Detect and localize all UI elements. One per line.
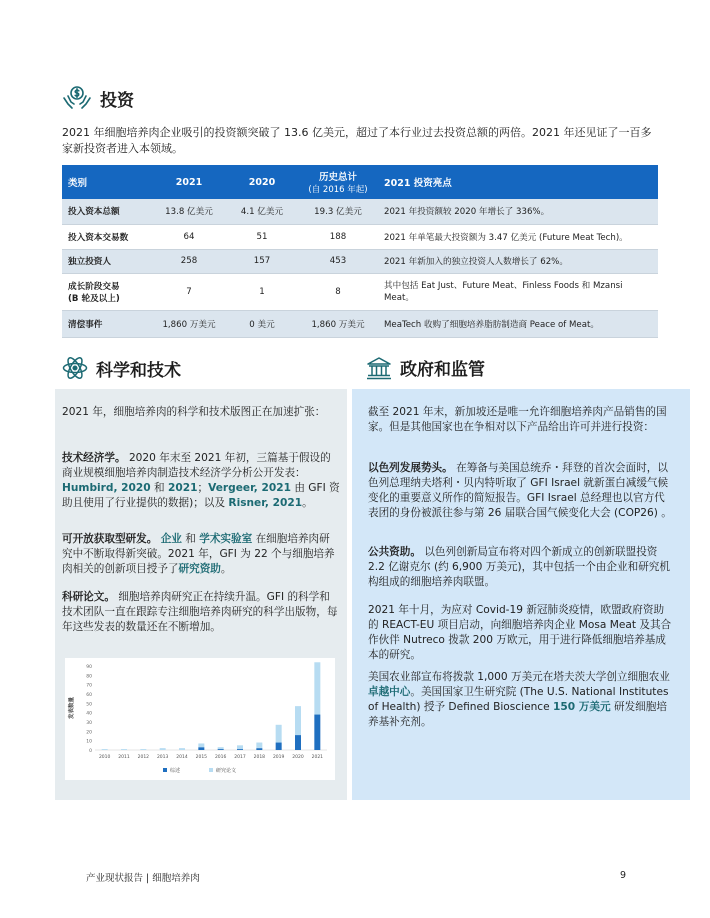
science-p3 bbox=[62, 590, 340, 635]
legend-swatch-research bbox=[209, 768, 213, 772]
humbird-2020-link[interactable]: Humbird, 2020 bbox=[62, 482, 151, 494]
row-2020: 157 bbox=[226, 249, 298, 273]
y-tick-label: 30 bbox=[86, 721, 92, 726]
companies-link[interactable]: 企业 bbox=[160, 533, 182, 545]
science-p3-lead: 科研论文。 bbox=[62, 591, 115, 603]
government-panel bbox=[352, 389, 690, 800]
government-p2-lead: 公共资助。 bbox=[368, 546, 421, 558]
row-category bbox=[62, 273, 152, 310]
investment-title: 投资 bbox=[100, 90, 134, 111]
science-p2-end: 。 bbox=[220, 563, 232, 575]
col-header-highlights: 2021 投资亮点 bbox=[378, 165, 658, 199]
y-tick-label: 10 bbox=[86, 739, 92, 745]
government-p4-text2: 。美国国家卫生研究院 (The U.S. National Institutes of Health) 授予 Defined Bioscience bbox=[368, 686, 669, 713]
center-of-excellence-link[interactable]: 卓越中心 bbox=[368, 686, 411, 698]
publications-chart bbox=[65, 658, 335, 780]
bar-review-2018 bbox=[256, 748, 262, 750]
bar-review-2016 bbox=[218, 749, 224, 750]
science-p2-and: 和 bbox=[185, 533, 196, 545]
science-title: 科学和技术 bbox=[96, 360, 181, 381]
bar-research-2014 bbox=[179, 748, 185, 750]
col-header-category: 类别 bbox=[62, 165, 152, 199]
government-p1 bbox=[368, 461, 673, 521]
government-p1-lead: 以色列发展势头。 bbox=[368, 462, 453, 474]
col-header-2020: 2020 bbox=[226, 165, 298, 199]
row-2021: 64 bbox=[152, 224, 226, 249]
government-header bbox=[366, 355, 485, 380]
risner-2021-link[interactable]: Risner, 2021 bbox=[228, 497, 303, 509]
y-tick-label: 0 bbox=[89, 749, 92, 754]
bar-research-2020 bbox=[295, 706, 301, 735]
bar-research-2018 bbox=[256, 743, 262, 749]
y-tick-label: 50 bbox=[86, 702, 92, 708]
science-p1-lead: 技术经济学。 bbox=[62, 452, 126, 464]
science-p1-text2: 由 GFI 资助且使用了行业提供的数据)；以及 bbox=[62, 482, 340, 509]
bar-research-2019 bbox=[276, 725, 282, 743]
row-total: 19.3 亿美元 bbox=[298, 199, 378, 224]
legend-swatch-review bbox=[163, 768, 167, 772]
science-p1-end: 。 bbox=[302, 497, 313, 509]
nih-grant-link[interactable]: 150 万美元 bbox=[553, 701, 611, 713]
government-p2-text: 以色列创新局宣布将对四个新成立的创新联盟投资 2.2 亿谢克尔 (约 6,900 万美元)，其中包括一个由企业和研究机构组成的细胞培养肉联盟。 bbox=[368, 546, 670, 588]
government-title: 政府和监管 bbox=[400, 360, 485, 380]
government-p4 bbox=[368, 670, 673, 730]
bar-review-2015 bbox=[198, 747, 204, 750]
x-tick-label: 2013 bbox=[156, 755, 169, 760]
row-2020: 51 bbox=[226, 224, 298, 249]
row-2020: 1 bbox=[226, 273, 298, 310]
x-tick-label: 2015 bbox=[195, 755, 208, 760]
legend-label-review: 综述 bbox=[170, 768, 181, 774]
investment-table-wrap bbox=[62, 165, 658, 338]
table-row bbox=[62, 224, 658, 249]
y-axis-label: 发表数量 bbox=[69, 696, 75, 720]
x-tick-label: 2021 bbox=[311, 755, 324, 760]
bar-review-2017 bbox=[237, 749, 243, 750]
row-2021: 258 bbox=[152, 249, 226, 273]
row-highlight: 2021 年新加入的独立投资人人数增长了 62%。 bbox=[378, 249, 658, 273]
x-tick-label: 2011 bbox=[118, 755, 130, 760]
row-highlight: MeaTech 收购了细胞培养脂肪制造商 Peace of Meat。 bbox=[378, 310, 658, 337]
table-row bbox=[62, 249, 658, 273]
science-p1-sep: ； bbox=[197, 482, 209, 494]
y-tick-label: 90 bbox=[86, 665, 92, 670]
science-p2 bbox=[62, 532, 340, 577]
humbird-2021-link[interactable]: 2021 bbox=[168, 482, 198, 494]
x-tick-label: 2019 bbox=[272, 755, 285, 760]
table-row bbox=[62, 273, 658, 310]
x-tick-label: 2017 bbox=[234, 755, 246, 760]
government-intro: 截至 2021 年末，新加坡还是唯一允许细胞培养肉产品销售的国家。但是其他国家也在争相对以下产品给出许可并进行投资： bbox=[368, 406, 667, 433]
y-tick-label: 40 bbox=[86, 711, 92, 717]
page-number: 9 bbox=[620, 870, 627, 881]
bar-review-2020 bbox=[295, 735, 301, 750]
hands-dollar-icon bbox=[62, 84, 92, 112]
row-highlight: 2021 年投资额较 2020 年增长了 336%。 bbox=[378, 199, 658, 224]
government-p1-text: 在筹备与美国总统乔・拜登的首次会面时，以色列总理纳夫塔利・贝内特听取了 GFI Israel 就新蛋白减缓气候变化的重要意义所作的简短报告。GFI Israel 总经理也以官方代表团的身份被派往参与第 26 届联合国气候变化大会 (COP26) 。 bbox=[368, 462, 672, 519]
x-tick-label: 2014 bbox=[176, 755, 188, 760]
row-highlight: 2021 年单笔最大投资额为 3.47 亿美元 (Future Meat Tech)。 bbox=[378, 224, 658, 249]
legend-label-research: 研究论文 bbox=[216, 768, 237, 774]
bar-review-2021 bbox=[314, 715, 320, 750]
government-p4-text3: 研发细胞培养基补充剂。 bbox=[368, 701, 667, 728]
bar-research-2016 bbox=[218, 747, 224, 749]
science-p1-and: 和 bbox=[154, 482, 165, 494]
row-category: 独立投资人 bbox=[62, 249, 152, 273]
bar-research-2011 bbox=[121, 749, 127, 750]
vergeer-2021-link[interactable]: Vergeer, 2021 bbox=[208, 482, 291, 494]
investment-header bbox=[62, 84, 134, 112]
row-category: 投入资本交易数 bbox=[62, 224, 152, 249]
row-category: 清偿事件 bbox=[62, 310, 152, 337]
bar-review-2019 bbox=[276, 743, 282, 750]
government-p3: 2021 年十月，为应对 Covid-19 新冠肺炎疫情，欧盟政府资助的 REACT-EU 项目启动，向细胞培养肉企业 Mosa Meat 及其合作伙伴 Nutreco 拨款 200 万欧元，用于进行降低细胞培养基成本的研究。 bbox=[368, 604, 672, 661]
row-2021: 13.8 亿美元 bbox=[152, 199, 226, 224]
investment-intro: 2021 年细胞培养肉企业吸引的投资额突破了 13.6 亿美元，超过了本行业过去投资总额的两倍。2021 年还见证了一百多家新投资者进入本领域。 bbox=[62, 126, 652, 155]
row-total: 453 bbox=[298, 249, 378, 273]
science-p2-text: 在细胞培养肉研究中不断取得新突破。2021 年，GFI 为 22 个与细胞培养肉相关的创新项目授予了 bbox=[62, 533, 335, 575]
science-header bbox=[62, 355, 181, 381]
bar-research-2021 bbox=[314, 662, 320, 714]
row-2020: 4.1 亿美元 bbox=[226, 199, 298, 224]
bar-research-2013 bbox=[160, 748, 166, 750]
col-header-total-sub: (自 2016 年起) bbox=[308, 185, 368, 195]
table-row bbox=[62, 199, 658, 224]
publications-chart-svg bbox=[65, 658, 335, 780]
science-p1 bbox=[62, 451, 340, 511]
investment-table bbox=[62, 165, 658, 338]
government-p4-text1: 美国农业部宣布将拨款 1,000 万美元在塔夫茨大学创立细胞农业 bbox=[368, 671, 670, 683]
x-tick-label: 2012 bbox=[137, 755, 150, 760]
row-2021: 1,860 万美元 bbox=[152, 310, 226, 337]
academic-labs-link[interactable]: 学术实验室 bbox=[199, 533, 253, 545]
atom-icon bbox=[62, 355, 88, 381]
table-row bbox=[62, 310, 658, 337]
science-p1-text: 2020 年末至 2021 年初，三篇基于假设的商业规模细胞培养肉制造技术经济学分析公开发表： bbox=[62, 452, 331, 479]
science-p2-lead: 可开放获取型研发。 bbox=[62, 533, 158, 545]
row-total: 8 bbox=[298, 273, 378, 310]
x-tick-label: 2018 bbox=[253, 755, 266, 760]
col-header-total-label: 历史总计 bbox=[318, 172, 357, 183]
bar-research-2010 bbox=[102, 749, 108, 750]
science-p3-text: 细胞培养肉研究正在持续升温。GFI 的科学和技术团队一直在跟踪专注细胞培养肉研究的科学出版物，每年这些发表的数量还在不断增加。 bbox=[62, 591, 338, 633]
x-tick-label: 2020 bbox=[292, 755, 304, 760]
row-total: 1,860 万美元 bbox=[298, 310, 378, 337]
y-tick-label: 60 bbox=[86, 693, 92, 698]
row-2020: 0 美元 bbox=[226, 310, 298, 337]
col-header-total bbox=[298, 165, 378, 199]
row-total: 188 bbox=[298, 224, 378, 249]
science-intro: 2021 年，细胞培养肉的科学和技术版图正在加速扩张： bbox=[62, 406, 326, 418]
col-header-2021: 2021 bbox=[152, 165, 226, 199]
x-tick-label: 2010 bbox=[98, 755, 111, 760]
research-grants-link[interactable]: 研究资助 bbox=[178, 563, 221, 575]
row-category-line1: 成长阶段交易 bbox=[68, 281, 120, 292]
government-building-icon bbox=[366, 356, 392, 380]
y-tick-label: 80 bbox=[86, 674, 92, 680]
row-category: 投入资本总额 bbox=[62, 199, 152, 224]
row-category-line2: (B 轮及以上) bbox=[68, 293, 120, 304]
y-tick-label: 20 bbox=[86, 730, 92, 736]
bar-research-2017 bbox=[237, 745, 243, 749]
bar-research-2015 bbox=[198, 743, 204, 747]
bar-research-2012 bbox=[140, 749, 146, 750]
x-tick-label: 2016 bbox=[214, 755, 227, 760]
row-highlight: 其中包括 Eat Just、Future Meat、Finless Foods 和 Mzansi Meat。 bbox=[378, 273, 658, 310]
row-2021: 7 bbox=[152, 273, 226, 310]
table-header-row bbox=[62, 165, 658, 199]
footer-title: 产业现状报告 | 细胞培养肉 bbox=[86, 873, 200, 884]
government-p2 bbox=[368, 545, 673, 590]
y-tick-label: 70 bbox=[86, 683, 92, 689]
